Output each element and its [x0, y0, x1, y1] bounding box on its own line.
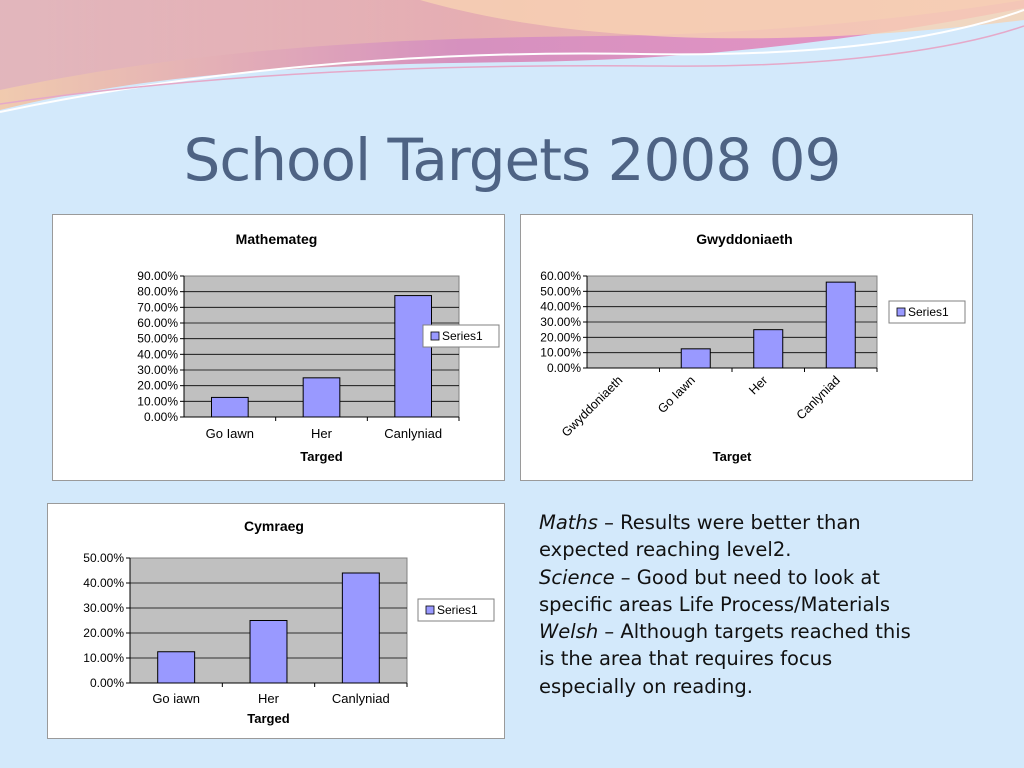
bar [303, 378, 340, 417]
y-tick-label: 20.00% [83, 626, 124, 640]
y-tick-label: 60.00% [137, 316, 178, 330]
x-axis-label: Target [712, 449, 752, 464]
x-tick-label: Canlyniad [331, 691, 390, 706]
note-text: – Although targets reached this [598, 620, 911, 644]
y-tick-label: 0.00% [89, 676, 124, 690]
bar [342, 573, 379, 683]
chart-cymraeg-svg [48, 504, 504, 738]
legend-swatch [897, 308, 905, 316]
y-tick-label: 10.00% [137, 394, 178, 409]
chart-title: Cymraeg [244, 518, 304, 534]
x-tick-label: Go Iawn [205, 426, 255, 441]
x-tick-label: Canlyniad [384, 426, 443, 441]
bar [212, 397, 249, 417]
legend-swatch [426, 606, 434, 614]
x-tick-label: Her [311, 426, 332, 441]
note-line [539, 509, 979, 536]
y-tick-label: 10.00% [83, 651, 124, 665]
chart-cymraeg [47, 503, 505, 739]
y-tick-label: 50.00% [137, 331, 178, 346]
x-axis-label: Targed [247, 711, 290, 726]
note-line [539, 536, 979, 563]
y-tick-label: 30.00% [137, 363, 178, 377]
note-text: – Good but need to look at [614, 565, 880, 589]
legend-label: Series1 [437, 603, 478, 617]
x-tick-label: Her [258, 691, 279, 706]
note-line [539, 591, 979, 618]
y-tick-label: 40.00% [83, 576, 124, 590]
y-tick-label: 0.00% [143, 410, 178, 424]
note-line [539, 618, 979, 645]
y-tick-label: 70.00% [137, 300, 178, 315]
y-tick-label: 50.00% [83, 551, 124, 565]
bar [158, 652, 195, 683]
chart-mathemateg [52, 214, 505, 481]
bar [754, 330, 783, 368]
x-tick-label: Her [746, 373, 771, 398]
y-tick-label: 50.00% [540, 284, 581, 299]
chart-title: Mathemateg [235, 231, 318, 247]
x-tick-label: Gwyddoniaeth [558, 373, 626, 440]
x-tick-label: Go iawn [152, 691, 201, 706]
note-subject: Science [539, 565, 615, 589]
note-text: specific areas Life Process/Materials [539, 592, 890, 616]
y-tick-label: 80.00% [137, 284, 178, 299]
y-tick-label: 10.00% [540, 345, 581, 360]
y-tick-label: 40.00% [137, 347, 178, 362]
chart-gwyddoniaeth-svg [521, 215, 972, 480]
note-line [539, 645, 979, 672]
y-tick-label: 90.00% [137, 269, 178, 283]
y-tick-label: 60.00% [540, 269, 581, 283]
legend-label: Series1 [908, 305, 949, 319]
note-subject: Maths [539, 511, 598, 534]
note-text: – Results were better than [597, 511, 861, 534]
note-text: is the area that requires focus [539, 647, 833, 671]
note-line [539, 673, 979, 700]
bar [250, 621, 287, 684]
y-tick-label: 0.00% [546, 361, 581, 375]
y-tick-label: 20.00% [540, 330, 581, 345]
legend-label: Series1 [442, 329, 483, 343]
bar [395, 296, 432, 417]
y-tick-label: 30.00% [540, 315, 581, 329]
note-text: expected reaching level2. [539, 538, 792, 562]
x-axis-label: Targed [300, 449, 343, 464]
bar [681, 349, 710, 368]
x-tick-label: Go Iawn [655, 373, 698, 417]
chart-gwyddoniaeth [520, 214, 973, 481]
summary-notes [539, 509, 979, 700]
bar [826, 282, 855, 368]
legend-swatch [431, 332, 439, 340]
y-tick-label: 30.00% [83, 601, 124, 615]
x-tick-label: Canlyniad [793, 373, 843, 423]
slide-title: School Targets 2008 09 [183, 126, 841, 194]
chart-mathemateg-svg [53, 215, 504, 480]
note-text: especially on reading. [539, 674, 753, 698]
chart-title: Gwyddoniaeth [696, 231, 793, 247]
header-wave-decoration [0, 0, 1024, 140]
y-tick-label: 20.00% [137, 378, 178, 393]
note-line [539, 564, 979, 591]
note-subject: Welsh [539, 620, 599, 644]
y-tick-label: 40.00% [540, 299, 581, 314]
